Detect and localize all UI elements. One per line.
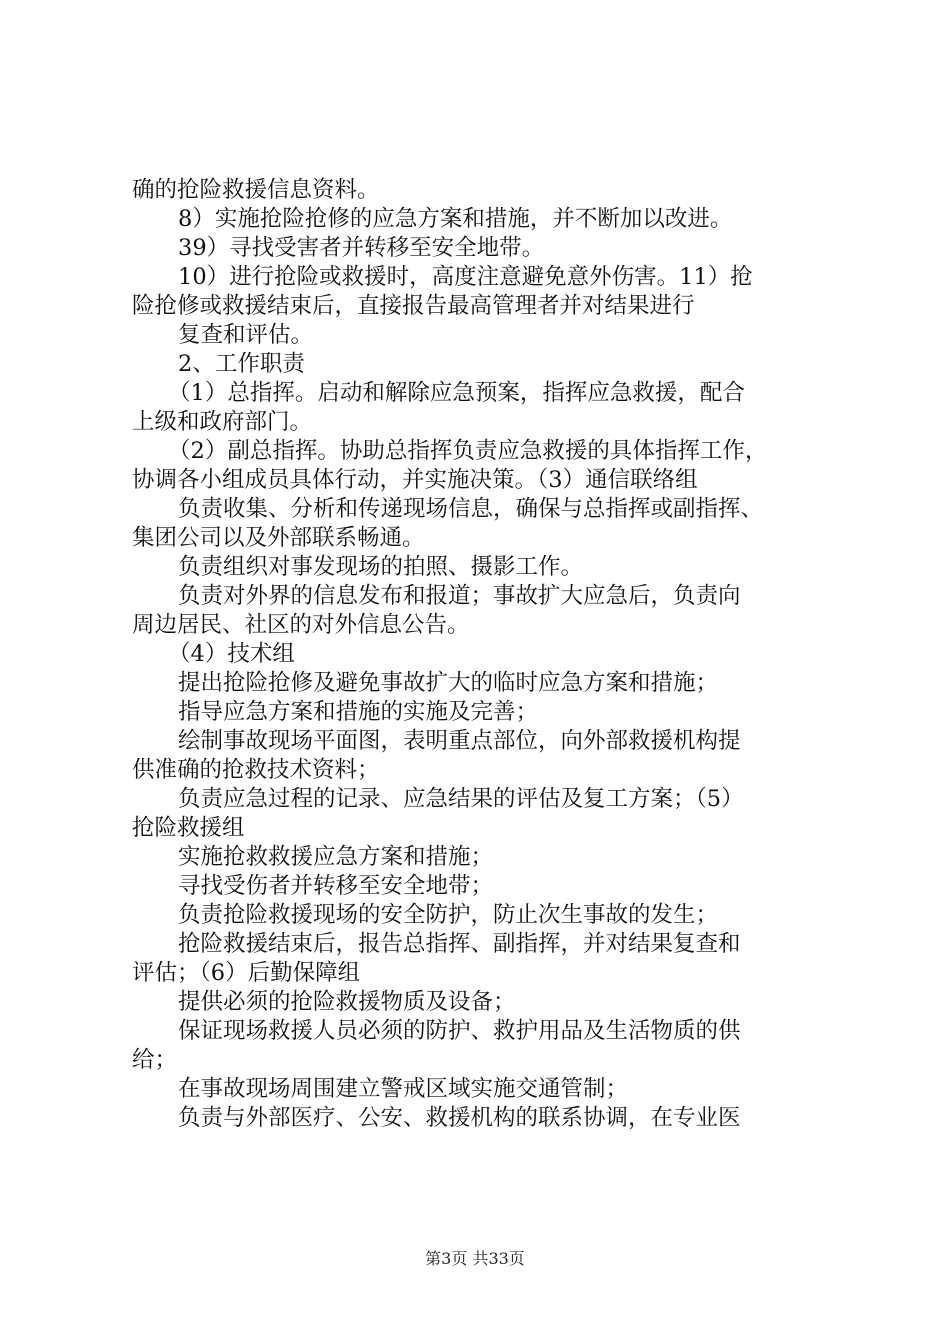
text-line: 负责应急过程的记录、应急结果的评估及复工方案；（5） bbox=[178, 786, 744, 812]
text-line: 供准确的抢救技术资料； bbox=[132, 757, 380, 783]
text-line: 抢险救援组 bbox=[132, 815, 245, 841]
text-line: 评估；（6）后勤保障组 bbox=[132, 960, 361, 986]
subsection-heading: （4）技术组 bbox=[168, 641, 295, 667]
text-line: 周边居民、社区的对外信息公告。 bbox=[132, 612, 470, 638]
text-line: 集团公司以及外部联系畅通。 bbox=[132, 525, 425, 551]
text-line: 负责与外部医疗、公安、救援机构的联系协调，在专业医 bbox=[178, 1105, 741, 1131]
text-line: 8）实施抢险抢修的应急方案和措施，并不断加以改进。 bbox=[178, 206, 733, 232]
text-line: 上级和政府部门。 bbox=[132, 409, 313, 435]
document-body bbox=[132, 176, 832, 1133]
text-line: 负责对外界的信息发布和报道；事故扩大应急后，负责向 bbox=[178, 583, 741, 609]
text-line: 绘制事故现场平面图，表明重点部位，向外部救援机构提 bbox=[178, 728, 741, 754]
text-line: 实施抢救救援应急方案和措施； bbox=[178, 844, 494, 870]
text-line: 保证现场救援人员必须的防护、救护用品及生活物质的供 bbox=[178, 1018, 741, 1044]
text-line: 10）进行抢险或救援时，高度注意避免意外伤害。11）抢 bbox=[178, 264, 753, 290]
text-line: 在事故现场周围建立警戒区域实施交通管制； bbox=[178, 1076, 629, 1102]
text-line: 39）寻找受害者并转移至安全地带。 bbox=[178, 235, 545, 261]
text-line: 负责组织对事发现场的拍照、摄影工作。 bbox=[178, 554, 584, 580]
section-heading: 2、工作职责 bbox=[178, 351, 305, 377]
page-footer bbox=[0, 1246, 950, 1269]
text-line: 抢险救援结束后，报告总指挥、副指挥，并对结果复查和 bbox=[178, 931, 741, 957]
text-line: 指导应急方案和措施的实施及完善； bbox=[178, 699, 539, 725]
text-line: 寻找受伤者并转移至安全地带； bbox=[178, 873, 494, 899]
text-line: （2）副总指挥。协助总指挥负责应急救援的具体指挥工作， bbox=[168, 438, 768, 464]
text-line: 提供必须的抢险救援物质及设备； bbox=[178, 989, 516, 1015]
text-line: 复查和评估。 bbox=[178, 322, 314, 348]
text-line: 险抢修或救援结束后，直接报告最高管理者并对结果进行 bbox=[132, 293, 695, 319]
text-line: 负责抢险救援现场的安全防护，防止次生事故的发生； bbox=[178, 902, 719, 928]
text-line: 提出抢险抢修及避免事故扩大的临时应急方案和措施； bbox=[178, 670, 719, 696]
text-line: 确的抢险救援信息资料。 bbox=[132, 177, 380, 203]
page-number-label: 第3页 共33页 bbox=[425, 1249, 525, 1268]
text-line: （1）总指挥。启动和解除应急预案，指挥应急救援，配合 bbox=[168, 380, 745, 406]
text-line: 负责收集、分析和传递现场信息，确保与总指挥或副指挥、 bbox=[178, 496, 764, 522]
text-line: 给； bbox=[132, 1047, 178, 1073]
text-line: 协调各小组成员具体行动，并实施决策。（3）通信联络组 bbox=[132, 467, 698, 493]
